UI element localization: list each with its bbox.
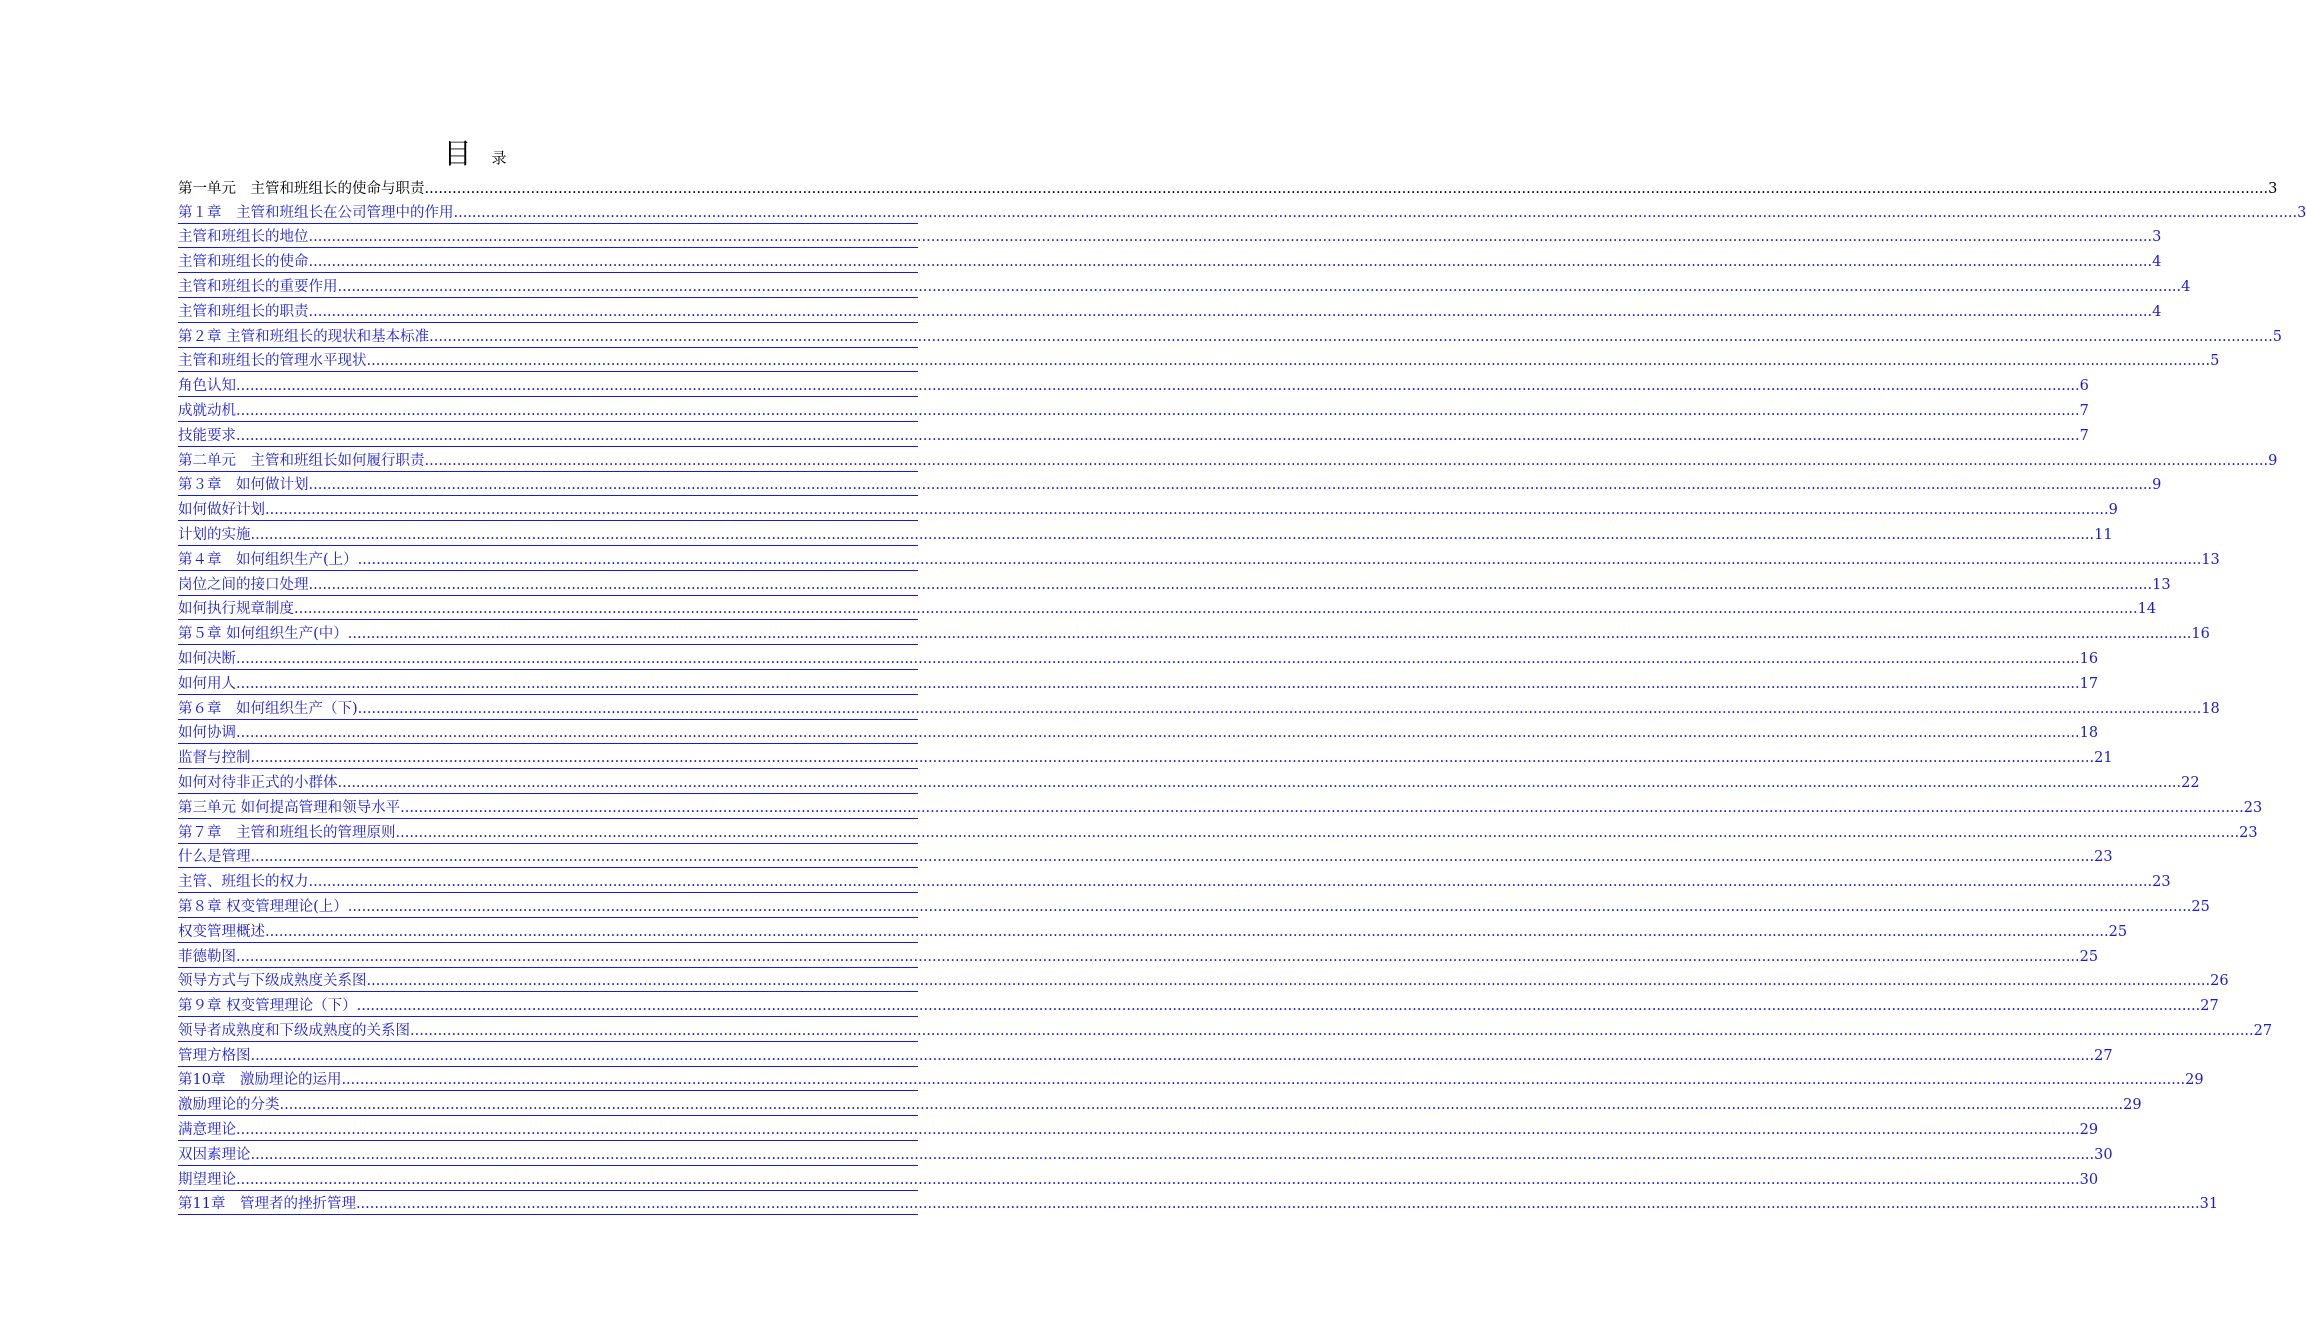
toc-entry-page: 4 [2181,278,2191,295]
toc-entry-label: 领导方式与下级成熟度关系图 [178,973,367,990]
toc-entry-label: 领导者成熟度和下级成熟度的关系图 [178,1022,410,1039]
toc-entry-page: 27 [2253,1022,2273,1039]
toc-entry-label: 角色认知 [178,378,236,395]
toc-link-entry[interactable] [178,571,2171,596]
toc-entry-page: 25 [2079,948,2099,965]
toc-entry-page: 18 [2201,700,2220,717]
toc-leader-dots: ................................................................................................................................................................................................................................................................................................................................................................................................................ [279,1097,2124,1114]
toc-leader-dots: ................................................................................................................................................................................................................................................................................................................................................................................................................ [308,229,2153,246]
toc-leader-dots: ................................................................................................................................................................................................................................................................................................................................................................................................................ [250,849,2095,866]
toc-link-entry[interactable] [178,769,2200,794]
toc-leader-dots: ................................................................................................................................................................................................................................................................................................................................................................................................................ [236,725,2080,742]
toc-leader-dots: ................................................................................................................................................................................................................................................................................................................................................................................................................ [236,948,2080,965]
toc-leader-dots: ................................................................................................................................................................................................................................................................................................................................................................................................................ [347,898,2192,915]
toc-link-entry[interactable] [178,348,2220,373]
toc-link-entry[interactable] [178,1067,2204,1092]
toc-link-entry[interactable] [178,323,2282,348]
toc-link-entry[interactable] [178,521,2113,546]
toc-link-entry[interactable] [178,1017,2273,1042]
toc-leader-dots: ................................................................................................................................................................................................................................................................................................................................................................................................................ [236,675,2080,692]
toc-entry-page: 30 [2079,1171,2099,1188]
toc-entry-page: 25 [2191,898,2210,915]
toc-entry-page: 4 [2152,303,2162,320]
toc-entry-label: 监督与控制 [178,750,251,767]
toc-entry-label: 技能要求 [178,427,236,444]
toc-leader-dots: ................................................................................................................................................................................................................................................................................................................................................................................................................ [347,626,2192,643]
table-of-contents [178,174,2306,1215]
toc-link-entry[interactable] [178,199,2306,224]
toc-leader-dots: ................................................................................................................................................................................................................................................................................................................................................................................................................ [236,378,2080,395]
toc-entry-label: 主管和班组长的职责 [178,303,309,320]
toc-entry-label: 如何协调 [178,725,236,742]
toc-entry-label: 第２章 主管和班组长的现状和基本标准 [178,328,430,345]
toc-leader-dots: ................................................................................................................................................................................................................................................................................................................................................................................................................ [308,477,2153,494]
toc-link-entry[interactable] [178,844,2113,869]
toc-entry-label: 管理方格图 [178,1047,251,1064]
toc-entry-label: 双因素理论 [178,1146,251,1163]
toc-entry-page: 31 [2199,1196,2219,1213]
toc-entry-page: 3 [2152,229,2162,246]
toc-link-entry[interactable] [178,496,2118,521]
toc-entry-label: 第８章 权变管理理论(上） [178,898,348,915]
toc-leader-dots: ................................................................................................................................................................................................................................................................................................................................................................................................................ [236,650,2080,667]
toc-leader-dots: ................................................................................................................................................................................................................................................................................................................................................................................................................ [265,923,2109,940]
toc-leader-dots: ................................................................................................................................................................................................................................................................................................................................................................................................................ [250,750,2095,767]
toc-entry-label: 满意理论 [178,1122,236,1139]
toc-entry-label: 如何对待非正式的小群体 [178,774,338,791]
toc-leader-dots: ................................................................................................................................................................................................................................................................................................................................................................................................................ [236,1171,2080,1188]
toc-entry-label: 如何用人 [178,675,236,692]
toc-leader-dots: ................................................................................................................................................................................................................................................................................................................................................................................................................ [337,774,2182,791]
toc-entry-label: 主管和班组长的重要作用 [178,278,338,295]
toc-leader-dots: ................................................................................................................................................................................................................................................................................................................................................................................................................ [337,278,2182,295]
toc-leader-dots: ................................................................................................................................................................................................................................................................................................................................................................................................................ [355,1196,2200,1213]
toc-leader-dots: ................................................................................................................................................................................................................................................................................................................................................................................................................ [308,874,2153,891]
toc-link-entry[interactable] [178,298,2162,323]
toc-leader-dots: ................................................................................................................................................................................................................................................................................................................................................................................................................ [250,1047,2095,1064]
toc-entry-page: 21 [2094,750,2113,767]
toc-link-entry[interactable] [178,447,2278,472]
toc-entry-label: 第一单元 主管和班组长的使命与职责 [178,180,425,197]
toc-entry-page: 23 [2152,874,2171,891]
toc-link-entry[interactable] [178,273,2191,298]
toc-entry-page: 11 [2094,526,2113,543]
toc-link-entry[interactable] [178,1141,2113,1166]
toc-leader-dots: ................................................................................................................................................................................................................................................................................................................................................................................................................ [400,799,2244,816]
toc-entry-page: 14 [2137,601,2157,618]
toc-entry-label: 主管和班组长的地位 [178,229,309,246]
toc-link-entry[interactable] [178,546,2220,571]
toc-entry-label: 第二单元 主管和班组长如何履行职责 [178,452,425,469]
toc-entry-label: 第三单元 如何提高管理和领导水平 [178,799,401,816]
toc-entry-page: 29 [2079,1122,2099,1139]
toc-leader-dots: ................................................................................................................................................................................................................................................................................................................................................................................................................ [357,551,2202,568]
toc-entry-label: 什么是管理 [178,849,251,866]
toc-entry-page: 5 [2272,328,2282,345]
toc-link-entry[interactable] [178,397,2089,422]
toc-link-entry[interactable] [178,596,2157,621]
toc-entry-label: 第６章 如何组织生产（下) [178,700,358,717]
toc-leader-dots: ................................................................................................................................................................................................................................................................................................................................................................................................................ [356,998,2201,1015]
toc-link-entry[interactable] [178,819,2258,844]
toc-entry-label: 岗位之间的接口处理 [178,576,309,593]
toc-entry-label: 如何做好计划 [178,502,265,519]
toc-link-entry[interactable] [178,744,2113,769]
toc-link-entry[interactable] [178,670,2099,695]
toc-link-entry[interactable] [178,992,2219,1017]
toc-link-entry[interactable] [178,720,2099,745]
toc-entry-page: 9 [2152,477,2162,494]
toc-link-entry[interactable] [178,372,2089,397]
toc-entry-page: 4 [2152,254,2162,271]
toc-entry-page: 3 [2297,204,2306,221]
toc-entry-label: 期望理论 [178,1171,236,1188]
toc-entry-page: 16 [2079,650,2099,667]
toc-leader-dots: ................................................................................................................................................................................................................................................................................................................................................................................................................ [236,402,2080,419]
toc-entry-page: 16 [2191,626,2210,643]
toc-link-entry[interactable] [178,868,2171,893]
toc-entry-label: 第３章 如何做计划 [178,477,309,494]
toc-leader-dots: ................................................................................................................................................................................................................................................................................................................................................................................................................ [453,204,2298,221]
toc-link-entry[interactable] [178,620,2210,645]
toc-entry-page: 17 [2079,675,2099,692]
toc-entry-page: 7 [2079,427,2089,444]
toc-leader-dots: ................................................................................................................................................................................................................................................................................................................................................................................................................ [424,180,2269,197]
toc-entry-label: 第１章 主管和班组长在公司管理中的作用 [178,204,454,221]
toc-link-entry[interactable] [178,472,2162,497]
toc-entry-page: 9 [2108,502,2118,519]
toc-entry-page: 23 [2094,849,2113,866]
toc-entry-page: 7 [2079,402,2089,419]
toc-entry-page: 26 [2210,973,2229,990]
toc-leader-dots: ................................................................................................................................................................................................................................................................................................................................................................................................................ [236,427,2080,444]
toc-link-entry[interactable] [178,1191,2219,1216]
toc-leader-dots: ................................................................................................................................................................................................................................................................................................................................................................................................................ [395,824,2240,841]
toc-entry-label: 第９章 权变管理理论（下） [178,998,357,1015]
toc-entry-page: 29 [2123,1097,2142,1114]
toc-entry-label: 第10章 激励理论的运用 [178,1072,342,1089]
toc-title-sub: 录 [491,149,507,167]
toc-entry-page: 25 [2108,923,2128,940]
toc-link-entry[interactable] [178,224,2162,249]
toc-leader-dots: ................................................................................................................................................................................................................................................................................................................................................................................................................ [410,1022,2254,1039]
toc-leader-dots: ................................................................................................................................................................................................................................................................................................................................................................................................................ [250,526,2095,543]
toc-entry-page: 30 [2094,1146,2113,1163]
toc-title [0,132,950,172]
toc-link-entry[interactable] [178,893,2210,918]
toc-entry [178,174,2278,199]
toc-leader-dots: ................................................................................................................................................................................................................................................................................................................................................................................................................ [236,1122,2080,1139]
toc-entry-label: 第７章 主管和班组长的管理原则 [178,824,396,841]
toc-entry-page: 23 [2239,824,2258,841]
toc-link-entry[interactable] [178,422,2089,447]
toc-entry-page: 27 [2094,1047,2113,1064]
toc-leader-dots: ................................................................................................................................................................................................................................................................................................................................................................................................................ [308,303,2153,320]
toc-leader-dots: ................................................................................................................................................................................................................................................................................................................................................................................................................ [250,1146,2095,1163]
toc-entry-label: 权变管理概述 [178,923,265,940]
toc-leader-dots: ................................................................................................................................................................................................................................................................................................................................................................................................................ [424,452,2269,469]
toc-entry-label: 如何执行规章制度 [178,601,294,618]
toc-leader-dots: ................................................................................................................................................................................................................................................................................................................................................................................................................ [265,502,2109,519]
toc-link-entry[interactable] [178,645,2099,670]
toc-entry-page: 23 [2243,799,2263,816]
toc-entry-page: 5 [2210,353,2220,370]
toc-link-entry[interactable] [178,968,2229,993]
toc-entry-page: 27 [2200,998,2219,1015]
toc-entry-page: 22 [2181,774,2200,791]
toc-entry-page: 6 [2079,378,2089,395]
toc-entry-page: 13 [2152,576,2171,593]
toc-entry-label: 第５章 如何组织生产(中） [178,626,348,643]
toc-entry-page: 18 [2079,725,2099,742]
toc-entry-page: 29 [2185,1072,2204,1089]
toc-entry-label: 主管和班组长的管理水平现状 [178,353,367,370]
toc-entry-page: 9 [2268,452,2278,469]
toc-entry-label: 第４章 如何组织生产(上） [178,551,358,568]
toc-entry-label: 如何决断 [178,650,236,667]
toc-leader-dots: ................................................................................................................................................................................................................................................................................................................................................................................................................ [366,973,2211,990]
toc-link-entry[interactable] [178,794,2263,819]
toc-entry-page: 3 [2268,180,2278,197]
toc-leader-dots: ................................................................................................................................................................................................................................................................................................................................................................................................................ [357,700,2202,717]
toc-entry-label: 第11章 管理者的挫折管理 [178,1196,356,1213]
toc-link-entry[interactable] [178,1042,2113,1067]
toc-entry-label: 主管和班组长的使命 [178,254,309,271]
toc-link-entry[interactable] [178,943,2099,968]
toc-entry-label: 主管、班组长的权力 [178,874,309,891]
toc-leader-dots: ................................................................................................................................................................................................................................................................................................................................................................................................................ [308,576,2153,593]
toc-entry-label: 菲德勒图 [178,948,236,965]
toc-leader-dots: ................................................................................................................................................................................................................................................................................................................................................................................................................ [341,1072,2186,1089]
toc-entry-page: 13 [2201,551,2220,568]
toc-entry-label: 激励理论的分类 [178,1097,280,1114]
toc-link-entry[interactable] [178,1116,2099,1141]
toc-link-entry[interactable] [178,1091,2142,1116]
toc-leader-dots: ................................................................................................................................................................................................................................................................................................................................................................................................................ [366,353,2211,370]
toc-link-entry[interactable] [178,1166,2099,1191]
toc-link-entry[interactable] [178,918,2128,943]
toc-entry-label: 计划的实施 [178,526,251,543]
toc-leader-dots: ................................................................................................................................................................................................................................................................................................................................................................................................................ [308,254,2153,271]
toc-entry-label: 成就动机 [178,402,236,419]
toc-link-entry[interactable] [178,695,2220,720]
toc-leader-dots: ................................................................................................................................................................................................................................................................................................................................................................................................................ [429,328,2273,345]
toc-leader-dots: ................................................................................................................................................................................................................................................................................................................................................................................................................ [294,601,2138,618]
toc-link-entry[interactable] [178,248,2162,273]
toc-title-main: 目 [443,137,472,170]
